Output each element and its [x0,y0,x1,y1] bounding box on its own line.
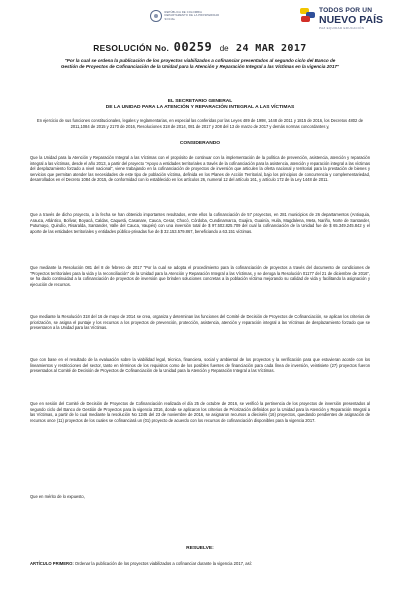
resolution-number: 00259 [173,40,213,54]
authority-line-2: DE LA UNIDAD PARA LA ATENCIÓN Y REPARACIÓN INTEGRAL A LAS VÍCTIMAS [105,105,295,110]
article-one-text: Ordenar la publicación de los proyectos viabilizados a cofinanciar durante la vigencia 2017, así: [74,561,253,566]
paragraph-3: Que mediante la Resolución 081 del 8 de febrero de 2017 "Por la cual se adopta el procedimiento para la cofinanciación de proyectos a través del documento de condiciones de "Proyectos territoriales para la vida y la reconciliación" de la Unidad para la Atención y Reparación Integral a las Víctimas, y se deroga la Resolución 01177 del 21 de diciembre de 2016", se ha dado continuidad a la cofinanciación de proyectos de inversión que brinden soluciones concretas a la población víctima mejorando su calidad de vida y facilitando la asignación y ejecución de recursos. [30,265,370,287]
closing-line: Que en mérito de lo expuesto, [30,494,85,499]
resolution-date: 24 MAR 2017 [236,43,307,54]
article-one-label: ARTÍCULO PRIMERO: [30,561,74,566]
paragraph-1: Que la Unidad para la Atención y Reparación Integral a las Víctimas con el propósito de continuar con la implementación de la política de prevención, asistencia, atención y reparación integral a las víctimas, desde el año 2013, a partir del proyecto "Apoyo a entidades territoriales a través de la cofinanciación para la asistencia, atención y reparación integral a las víctimas del desplazamiento forzado a nivel nacional", viene trabajando en la cofinanciación de proyectos de inversión que articulen la oferta nacional y territorial para la prestación de bienes y servicios que permitan atender las necesidades de este tipo de población víctima, definida en los Planes de Acción Territorial, bajo los principios de concurrencia y complementariedad, desarrollados en el Decreto 1084 de 2015, de conformidad con lo establecido en los artículos 26, numeral 12 del artículo 161, y artículo 172 de la Ley 1448 de 2011. [30,155,370,183]
brand-tagline: PAZ EQUIDAD EDUCACIÓN [319,26,365,30]
considerando-heading: CONSIDERANDO [179,141,221,146]
intro-paragraph: En ejercicio de sus funciones constitucionales, legales y reglamentarias, en especial las conferidas por las Leyes 489 de 1998, 1448 de 2011 y 1815 de 2016, los Decretos 4802 de 2011,1084 de 2015 y 2170 de 2016, Resoluciones 318 de 2014, 081 de 2017 y 208 del 13 de marzo de 2017 y demás normas concordantes y, [36,118,364,129]
resolution-de: de [219,44,229,53]
resolution-title [0,38,400,56]
authority-line-1: EL SECRETARIO GENERAL [167,99,233,104]
paragraph-2: Que a través de dicho proyecto, a la fecha se han obtenido importantes resultados, entre ellos la cofinanciación de 57 proyectos, en 281 municipios de 26 departamentos (Antioquia, Arauca, Atlántico, Bolívar, Boyacá, Caldas, Caquetá, Casanare, Cauca, Cesar, Chocó, Córdoba, Cundinamarca, Guajira, Guainía, Huila, Magdalena, Meta, Nariño, Norte de Santander, Putumayo, Quindío, Risaralda, Santander, Valle del Cauca, Vaupés) con una inversión total de $ 97.502.825.709 del cual la cofinanciación de la Unidad fue de $ 65.349.245.842 y el aporte de las entidades territoriales y entidades público-privadas fue de $ 32.153.579.867, beneficiando a 63.151 víctimas. [30,212,370,234]
brand-logo [300,4,396,36]
government-logo [150,9,228,23]
brand-mark-icon [300,8,316,22]
article-one [30,561,370,567]
coat-of-arms-icon [150,10,162,22]
paragraph-5: Que con base en el resultado de la evaluación sobre la viabilidad legal, técnica, financiera, social y ambiental de los proyectos y la verificación para que estuvieran acorde con los lineamientos y restricciones del sector, tanto en términos de los requisitos como de los posibles fuentes de financiación para cada línea de inversión, veintisiete (27) proyectos fueron presentados al Comité de Decisión de Proyectos de Cofinanciación de la Unidad para la Atención y Reparación Integral a las Víctimas. [30,357,370,374]
resolution-label: RESOLUCIÓN No. [93,43,170,53]
resuelve-heading: RESUELVE: [186,546,214,551]
brand-line-2: NUEVO PAÍS [319,14,383,26]
gov-text-line-2: DEPARTAMENTO DE LA PROSPERIDAD SOCIAL [164,14,220,21]
paragraph-4: Que mediante la Resolución 318 del 16 de mayo de 2014 se crea, organiza y determinan las funciones del Comité de Decisión de Proyectos de Cofinanciación, se aplican los criterios de priorización, se asigna el puntaje y los recursos a los proyectos de prevención, protección, asistencia, atención y reparación integral a las Víctimas de desplazamiento forzado que se presentaron a la Unidad para las Víctimas. [30,314,370,331]
brand-line-1: TODOS POR UN [319,7,373,14]
gov-text-line-1: REPÚBLICA DE COLOMBIA [164,11,203,15]
resolution-subtitle: "Por la cual se ordena la publicación de los proyectos viabilizados a cofinanciar presentados al segundo ciclo del Banco de Gestión de Proyectos de Cofinanciación de la Unidad para la Atención y Reparación Integral a las Víctimas en la vigencia 2017" [60,58,340,69]
paragraph-6: Que en sesión del Comité de Decisión de Proyectos de Cofinanciación realizada el día 25 de octubre de 2016, se verificó la pertinencia de los proyectos de inversión presentados al segundo ciclo del Banco de Gestión de Proyectos para la vigencia 2016, donde se aplicaron los criterios de Priorización definidos por la Unidad para la Atención y Reparación Integral a las Víctimas, a partir de lo cual mediante la resolución No 1245 del 23 de noviembre de 2016, se asignaron recursos a dieciséis (16) proyectos, quedando pendientes de asignación de recursos once (11) proyectos de los cuales se cofinanciará un (01) proyecto de acuerdo con los recursos de cofinanciación disponibles para la vigencia 2017. [30,401,370,423]
